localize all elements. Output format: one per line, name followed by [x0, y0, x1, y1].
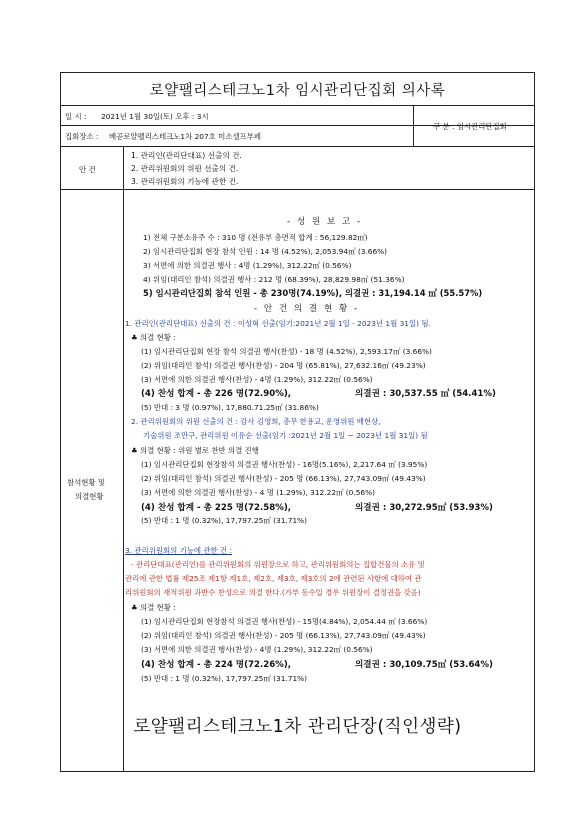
item3-desc: - 관리단대표(관리인)를 관리위원회의 위원장으로 하고, 관리위원회의는 집합건물의 소유 및	[131, 560, 425, 569]
agenda-item: 1. 관리인(관리단대표) 선출의 건.	[131, 151, 242, 160]
status-label: 의결현황	[75, 492, 104, 501]
item1-total: (4) 찬성 합계 - 총 226 명(72.90%),	[141, 389, 292, 399]
quorum-line: 1) 전체 구분소유주 수 : 310 명 (전유부 총면적 합계 : 56,129.82㎡)	[143, 233, 368, 242]
item3-oppose: (5) 반대 : 1 명 (0.32%), 17,797.25㎡ (31.71%)	[141, 674, 308, 683]
divider	[123, 146, 124, 772]
item2-oppose: (5) 반대 : 1 명 (0.32%), 17,797.25㎡ (31.71%)	[141, 516, 308, 525]
item2-total-votes: 의결권 : 30,272.95㎡ (53.93%)	[355, 503, 493, 513]
category: 구 분 : 임시관리단집회	[433, 122, 507, 131]
results-heading: - 안 건 의 결 현 황 -	[254, 304, 360, 314]
item2-vote-label: ♣ 의결 현황 : 위원 별로 찬반 의결 진행	[131, 446, 259, 455]
quorum-line: 2) 임시관리단집회 현장 참석 인원 : 14 명 (4.52%), 2,053.94㎡ (3.66%)	[143, 247, 388, 256]
date-value: 2021년 1월 30일(토) 오후 : 3시	[101, 112, 209, 121]
divider	[61, 146, 534, 147]
item1-vote-label: ♣ 의결 현황 :	[131, 333, 176, 342]
item3-line: (1) 임시관리단집회 현장참석 의결권 행사(찬성) - 15명(4.84%), 2,054.44 ㎡ (3.66%)	[141, 617, 428, 626]
item2-line: (1) 임시관리단집회 현장참석 의결권 행사(찬성) - 16명(5.16%), 2,217.64 ㎡ (3.95%)	[141, 460, 428, 469]
agenda-item: 2. 관리위원회의 위원 선출의 건.	[131, 164, 239, 173]
place-value: 배곧로얄팰리스테크노1차 207호 미소셀프부페	[109, 132, 262, 141]
item2-title-cont: 기술위원 조만구, 관리위원 이유순 선출(임기 :2021년 2월 1일 ~ 2023년 1월 31일) 됨	[143, 431, 428, 440]
item3-title: 3. 관리위원회의 기능에 관한 건 :	[125, 546, 232, 555]
agenda-label: 안 건	[79, 165, 96, 174]
item3-line: (3) 서면에 의한 의결권 행사(찬성) - 4명 (1.29%), 312.22㎡ (0.56%)	[141, 645, 373, 654]
item3-total: (4) 찬성 합계 - 총 224 명(72.26%),	[141, 660, 292, 670]
item3-desc: 리위원회의 재적위원 과반수 찬성으로 의결 한다.(가부 동수일 경우 위원장이 결정권을 갖음)	[125, 588, 421, 597]
item2-line: (3) 서면에 의한 의결권 행사(찬성) - 4 명 (1.29%), 312.22㎡ (0.56%)	[141, 488, 376, 497]
quorum-line: 4) 위임(대리인 참석) 의결권 행사 : 212 명 (68.39%), 28,829.98㎡ (51.36%)	[143, 275, 405, 284]
item2-line: (2) 위임(대리인 참석) 의결권 행사(찬성) - 205 명 (66.13%), 27,743.09㎡ (49.43%)	[141, 474, 426, 483]
status-label: 참석현황 및	[67, 478, 106, 487]
item1-oppose: (5) 반대 : 3 명 (0.97%), 17,880.71.25㎡ (31.86%)	[141, 403, 319, 412]
item1-line: (2) 위임(대리인 참석) 의결권 행사(찬성) - 204 명 (65.81%), 27,632.16㎡ (49.23%)	[141, 361, 426, 370]
item3-desc: 관리에 관한 법률 제25조 제1항 제1호, 제2호, 제3호, 제3호의 2에 관련된 사항에 대하여 관	[125, 574, 422, 583]
item1-line: (3) 서면에 의한 의결권 행사(찬성) - 4명 (1.29%), 312.22㎡ (0.56%)	[141, 375, 373, 384]
signature-footer: 로얄팰리스테크노1차 관리단장(직인생략)	[133, 717, 462, 737]
quorum-line: 3) 서면에 의한 의결권 행사 : 4명 (1.29%), 312.22㎡ (0.56%)	[143, 261, 352, 270]
divider	[61, 189, 534, 190]
document-title: 로얄팰리스테크노1차 임시관리단집회 의사록	[61, 73, 534, 106]
item1-total-votes: 의결권 : 30,537.55 ㎡ (54.41%)	[355, 389, 496, 399]
quorum-heading: - 성 원 보 고 -	[287, 217, 363, 227]
item3-vote-label: ♣ 의결 현황 :	[131, 603, 176, 612]
divider	[413, 105, 414, 146]
minutes-document	[60, 72, 535, 772]
item2-title: 2. 관리위원회의 위원 선출의 건 : 감사 김영희, 총무 한용교, 운영위원 배현상,	[131, 417, 381, 426]
agenda-item: 3. 관리위원회의 기능에 관한 건.	[131, 177, 239, 186]
item3-line: (2) 위임(대리인 참석) 의결권 행사(찬성) - 205 명 (66.13%), 27,743.09㎡ (49.43%)	[141, 631, 426, 640]
item1-line: (1) 임시관리단집회 현장 참석 의결권 행사(찬성) - 18 명 (4.52%), 2,593.17㎡ (3.66%)	[141, 347, 432, 356]
item1-title: 1. 관리인(관리단대표) 선출의 건 : 이성혁 선출(임기:2021년 2월 1일 - 2023년 1월 31일) 됨.	[125, 319, 431, 328]
item3-total-votes: 의결권 : 30,109.75㎡ (53.64%)	[355, 660, 493, 670]
item2-total: (4) 찬성 합계 - 총 225 명(72.58%),	[141, 503, 292, 513]
date-label: 일 시 :	[65, 112, 87, 121]
place-label: 집회장소 :	[65, 132, 99, 141]
quorum-total: 5) 임시관리단집회 참석 인원 - 총 230명(74.19%), 의결권 : 31,194.14 ㎡ (55.57%)	[143, 288, 483, 298]
